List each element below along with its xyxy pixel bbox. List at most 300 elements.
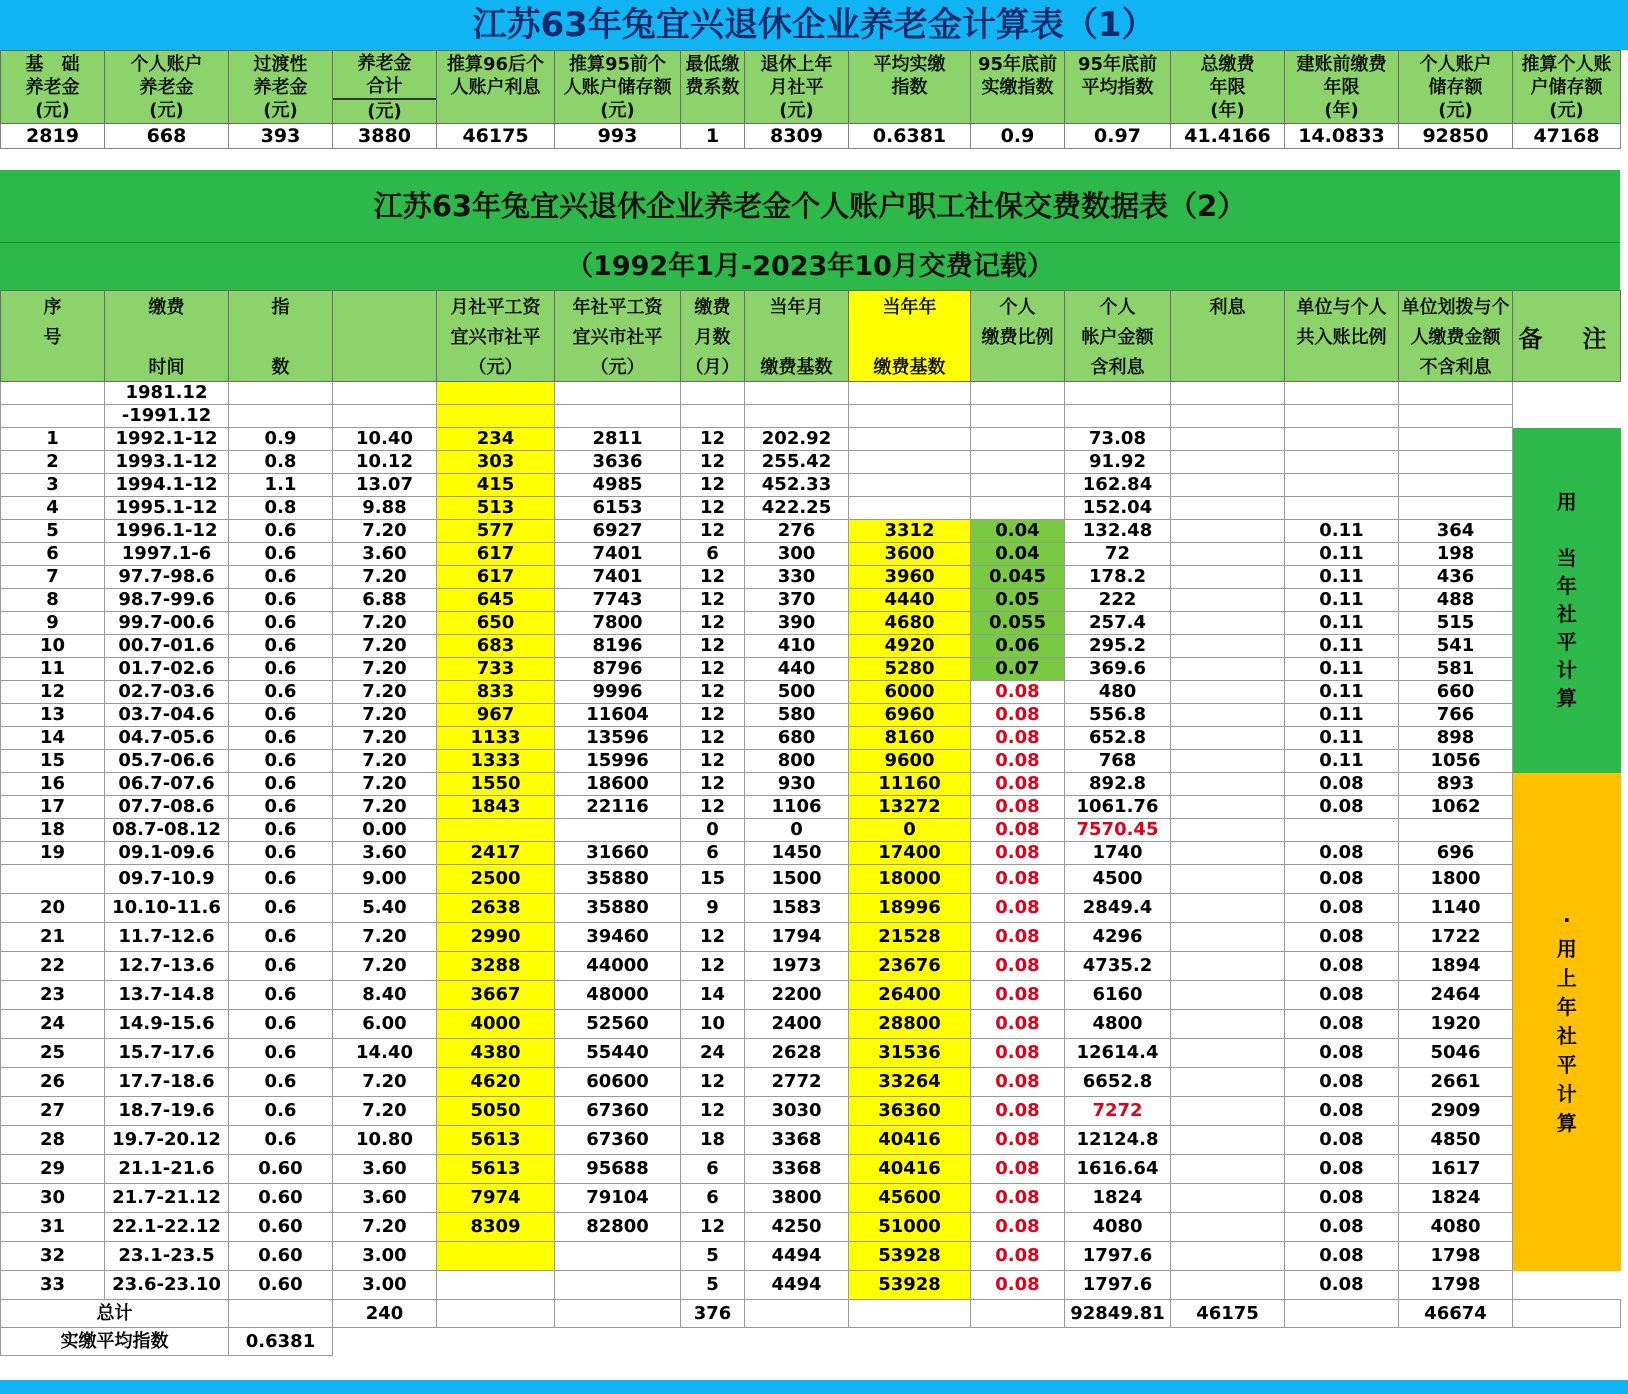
table-cell: 0.60 [229,1213,333,1242]
table-cell: 515 [1399,612,1513,635]
table-cell: 0.08 [971,1010,1065,1039]
table2-header-row [1,291,1621,322]
table1-header-line: 费系数 [685,76,740,98]
table-cell [1171,612,1285,635]
table-cell: 0.08 [1285,1010,1399,1039]
table1-header-line: 人账户储存额 [563,76,672,98]
table-cell: 3368 [745,1155,849,1184]
table-cell: 0.06 [971,635,1065,658]
table-cell: 0.6 [229,894,333,923]
table1-value: 1 [681,124,745,149]
table-cell: 1973 [745,952,849,981]
table-cell [971,382,1065,405]
table-cell: 257.4 [1065,612,1171,635]
table-cell: 18 [681,1126,745,1155]
table-cell: 03.7-04.6 [105,704,229,727]
table-cell: 0.08 [971,1126,1065,1155]
table-cell: 0.08 [1285,1271,1399,1300]
table-cell: 300 [745,543,849,566]
table-cell [333,382,437,405]
table-cell: 0.9 [229,428,333,451]
table-cell: 24 [1,1010,105,1039]
table-cell [1171,428,1285,451]
table-cell: 0.6 [229,612,333,635]
table-cell: 19.7-20.12 [105,1126,229,1155]
table-row [1,474,1621,497]
table-cell [1065,1328,1171,1356]
table-cell: 0.045 [971,566,1065,589]
table-cell: 2628 [745,1039,849,1068]
table-cell: 0.6 [229,681,333,704]
table-cell: 1798 [1399,1271,1513,1300]
table-cell: 4250 [745,1213,849,1242]
table-row [1,1271,1621,1300]
table-cell: 4000 [437,1010,555,1039]
table-cell: 577 [437,520,555,543]
table-cell [1171,923,1285,952]
table-cell: 422.25 [745,497,849,520]
table-row [1,727,1621,750]
table2-header-cell: 缴费 [105,291,229,322]
table2-header-cell: 当年月 [745,291,849,322]
table1-header-12 [1285,51,1399,124]
table-cell: 132.48 [1065,520,1171,543]
table1-value: 8309 [745,124,849,149]
table1-header-line: (元) [263,99,298,121]
table-cell: 0.08 [971,894,1065,923]
table-cell: 27 [1,1097,105,1126]
table-cell: 0.8 [229,497,333,520]
table-cell [1171,1271,1285,1300]
table-cell [1171,1126,1285,1155]
table-cell [555,1300,681,1328]
table1-header-2 [229,51,333,124]
table-cell [1399,405,1513,428]
table-cell: 21.1-21.6 [105,1155,229,1184]
table-cell: 10.10-11.6 [105,894,229,923]
table-cell: 13.07 [333,474,437,497]
table1-header-line: 平均指数 [1081,76,1154,98]
table-cell: 6000 [849,681,971,704]
table-cell [1399,1328,1513,1356]
table-cell: 0.08 [971,1068,1065,1097]
table-cell: 10.12 [333,451,437,474]
table-cell: 31536 [849,1039,971,1068]
table-cell: 1894 [1399,952,1513,981]
table-cell: 5 [681,1271,745,1300]
table-cell [1171,474,1285,497]
table-cell: 8160 [849,727,971,750]
total-interest: 46175 [1171,1300,1285,1328]
table-cell: 234 [437,428,555,451]
table-cell: 72 [1065,543,1171,566]
table-cell: 2772 [745,1068,849,1097]
table1-header-0 [1,51,105,124]
table1-header-line [437,99,554,122]
table-cell: 12 [681,520,745,543]
table-cell: 12 [681,952,745,981]
table-cell: 52560 [555,1010,681,1039]
total-months: 376 [681,1300,745,1328]
total-label: 总计 [1,1300,229,1328]
table-cell: 13.7-14.8 [105,981,229,1010]
table-cell: 0.6 [229,704,333,727]
table2-header-row [1,321,1621,351]
table-cell [849,382,971,405]
table1-spacer-row [1,149,1621,170]
table-cell: 0.6 [229,865,333,894]
table-cell: 3600 [849,543,971,566]
table-cell: 0.08 [971,865,1065,894]
table1-header-line: (年) [1324,99,1359,121]
table-cell: 53928 [849,1271,971,1300]
table-cell: 198 [1399,543,1513,566]
table-cell [1285,497,1399,520]
table1-header-11 [1171,51,1285,124]
table-cell: 23 [1,981,105,1010]
table-cell: 6160 [1065,981,1171,1010]
table-cell: 25 [1,1039,105,1068]
table1-header-line: (元) [333,98,436,123]
table-cell [971,1328,1065,1356]
table-cell: 480 [1065,681,1171,704]
table-cell: 1.1 [229,474,333,497]
table-cell: 13 [1,704,105,727]
table-cell: 4080 [1399,1213,1513,1242]
average-index-value: 0.6381 [229,1328,333,1356]
table-cell: 20 [1,894,105,923]
table-cell: 0.6 [229,842,333,865]
table2-header-cell: 当年年 [849,291,971,322]
table-cell: 3.60 [333,1155,437,1184]
table2-header-cell [1171,321,1285,351]
table-cell: 10.40 [333,428,437,451]
table-cell: 8796 [555,658,681,681]
table1-header-line: 月社平 [769,76,824,98]
table-cell: 6 [681,1155,745,1184]
table-cell: 0.6 [229,658,333,681]
table-cell: 0.6 [229,635,333,658]
total-account: 92849.81 [1065,1300,1171,1328]
table-cell: 15.7-17.6 [105,1039,229,1068]
table2-header-cell: 帐户金额 [1065,321,1171,351]
table-cell: 22.1-22.12 [105,1213,229,1242]
table-cell: 21 [1,923,105,952]
table-row [1,1010,1621,1039]
table1-value: 46175 [437,124,555,149]
table1-header-line: (元) [1438,99,1473,121]
table-cell: 0.08 [1285,1039,1399,1068]
table-cell: 2417 [437,842,555,865]
table-cell: 0.08 [971,842,1065,865]
table-cell [1285,405,1399,428]
table-cell [1399,382,1513,405]
table-row [1,923,1621,952]
table-cell: 1797.6 [1065,1242,1171,1271]
average-index-row [1,1328,1621,1356]
table-cell: 303 [437,451,555,474]
table-cell: 3.00 [333,1271,437,1300]
table-cell [745,382,849,405]
table-cell: 18996 [849,894,971,923]
table-cell [437,819,555,842]
table-row [1,658,1621,681]
table-cell [1171,981,1285,1010]
table-row [1,1126,1621,1155]
table-cell: 556.8 [1065,704,1171,727]
table-cell [1513,1300,1621,1328]
table-cell: 12 [681,589,745,612]
table-cell: 436 [1399,566,1513,589]
table2-header-cell: 个人 [1065,291,1171,322]
table-cell [1171,543,1285,566]
table-cell: 3800 [745,1184,849,1213]
table-cell [437,1328,555,1356]
table-cell: 0.08 [1285,1242,1399,1271]
table-cell: 4920 [849,635,971,658]
table-cell: 1993.1-12 [105,451,229,474]
table-cell [1171,1328,1285,1356]
table1-header-13 [1399,51,1513,124]
table-cell [555,1271,681,1300]
table-cell: 440 [745,658,849,681]
table-cell: 0.08 [1285,1068,1399,1097]
table-cell: 3312 [849,520,971,543]
table-cell: 0.60 [229,1242,333,1271]
table-cell [1171,405,1285,428]
table-cell: 01.7-02.6 [105,658,229,681]
table-cell: 390 [745,612,849,635]
notes-top-cell [1513,382,1621,428]
table-cell: 79104 [555,1184,681,1213]
table-cell: 3 [1,474,105,497]
table-cell: 40416 [849,1126,971,1155]
table-row [1,612,1621,635]
table-cell: 2400 [745,1010,849,1039]
table-cell: 0.08 [1285,923,1399,952]
table-cell: 768 [1065,750,1171,773]
table-cell [1171,1068,1285,1097]
table-cell: 91.92 [1065,451,1171,474]
table-cell [1065,382,1171,405]
table-cell [1399,428,1513,451]
table2-header-cell: 不含利息 [1399,351,1513,382]
table-cell: 12 [681,923,745,952]
table-row [1,589,1621,612]
table-cell: 7272 [1065,1097,1171,1126]
total-row [1,1300,1621,1328]
table2-header-cell: 缴费 [681,291,745,322]
table-cell: 1800 [1399,865,1513,894]
table-cell: 05.7-06.6 [105,750,229,773]
table-cell: 10 [681,1010,745,1039]
table-cell: 7.20 [333,520,437,543]
table-cell [1171,451,1285,474]
table-cell: 8309 [437,1213,555,1242]
table-cell: 0.08 [1285,1184,1399,1213]
table1-value-row [1,124,1621,149]
table-cell: 13272 [849,796,971,819]
table-cell: 16 [1,773,105,796]
table-cell: 7.20 [333,750,437,773]
table2-header-cell [333,351,437,382]
table-cell: 12 [681,1097,745,1126]
bottom-bar [0,1380,1628,1394]
table-cell: 6652.8 [1065,1068,1171,1097]
table2-header-cell [333,291,437,322]
table-cell: 800 [745,750,849,773]
table-cell: 5 [1,520,105,543]
table2-header-cell: 缴费比例 [971,321,1065,351]
table-cell [333,405,437,428]
table-cell: 28 [1,1126,105,1155]
table-cell [1399,819,1513,842]
table-cell [849,1300,971,1328]
table-row [1,451,1621,474]
table2-header-cell: 宜兴市社平 [437,321,555,351]
table-cell: 0.08 [1285,1126,1399,1155]
table1-header-line: (元) [600,99,635,121]
table-cell: 9.88 [333,497,437,520]
table-cell: 0.08 [971,1242,1065,1271]
table-cell: 14.40 [333,1039,437,1068]
table1-title: 江苏63年兔宜兴退休企业养老金计算表（1） [0,0,1628,50]
table-cell: 12 [681,704,745,727]
table-cell: 0.08 [971,923,1065,952]
table-cell [1,405,105,428]
table-cell: 0.6 [229,566,333,589]
table-cell: 1583 [745,894,849,923]
table-cell: 31 [1,1213,105,1242]
table-row [1,842,1621,865]
table-cell [1171,566,1285,589]
table2-header-row [1,351,1621,382]
table-cell: 36360 [849,1097,971,1126]
table-cell: 1 [1,428,105,451]
table1-header-line: 个人账户 [1419,53,1492,75]
notes-orange-block: · 用 上 年 社 平 计 算 [1513,773,1621,1271]
table-cell: 97.7-98.6 [105,566,229,589]
table-row [1,1213,1621,1242]
table1-header-9 [971,51,1065,124]
table-cell: 12 [681,750,745,773]
table-row [1,520,1621,543]
table2-header-cell: （元） [555,351,681,382]
table-cell: 0.08 [1285,1213,1399,1242]
table-cell: 0.6 [229,1068,333,1097]
table1-value: 2819 [1,124,105,149]
table-cell: 5613 [437,1126,555,1155]
table-cell: 892.8 [1065,773,1171,796]
table-cell: 9 [681,894,745,923]
table-cell [681,405,745,428]
table-cell: 9996 [555,681,681,704]
table-cell: 09.7-10.9 [105,865,229,894]
table-cell: 645 [437,589,555,612]
table-cell: 12 [681,796,745,819]
table-cell: 7401 [555,543,681,566]
table-row [1,981,1621,1010]
table1-header-line: 建账前缴费 [1296,53,1387,75]
table1-value: 47168 [1513,124,1621,149]
table-cell [1171,1213,1285,1242]
table-cell: 3288 [437,952,555,981]
table-cell: 2200 [745,981,849,1010]
table-cell: 0.08 [1285,894,1399,923]
table-cell: 26 [1,1068,105,1097]
table1-header-4 [437,51,555,124]
table-cell: 0.11 [1285,658,1399,681]
table-cell: 152.04 [1065,497,1171,520]
table-cell: 1061.76 [1065,796,1171,819]
table-row [1,894,1621,923]
table2-header-cell: 人缴费金额 [1399,321,1513,351]
table-row [1,497,1621,520]
table1-value: 41.4166 [1171,124,1285,149]
table2-header-cell: 号 [1,321,105,351]
table-cell: 0.08 [1285,796,1399,819]
table-cell: 930 [745,773,849,796]
table1-header-row [1,51,1621,124]
table-cell: 330 [745,566,849,589]
table1-header-line: 养老金 [139,76,194,98]
table-cell [849,428,971,451]
table-row [1,566,1621,589]
table1-header-3 [333,51,437,124]
table-cell: 7.20 [333,773,437,796]
table-cell: 7743 [555,589,681,612]
table-cell [971,1300,1065,1328]
table-cell: 5 [681,1242,745,1271]
table-cell: 2638 [437,894,555,923]
table-cell: 9.00 [333,865,437,894]
table-cell: 73.08 [1065,428,1171,451]
table-cell: 8.40 [333,981,437,1010]
table-cell [1171,1039,1285,1068]
table-cell: 1794 [745,923,849,952]
table-cell: 1617 [1399,1155,1513,1184]
table-cell: 98.7-99.6 [105,589,229,612]
table-cell [1171,819,1285,842]
table-cell: 14 [681,981,745,1010]
table1-header-line: (元) [35,99,70,121]
table-cell: 4800 [1065,1010,1171,1039]
table-cell: 0.08 [971,681,1065,704]
table-cell [1285,1328,1399,1356]
table-cell [681,382,745,405]
table-cell: 364 [1399,520,1513,543]
table-cell: 3.00 [333,1242,437,1271]
table-cell: 11160 [849,773,971,796]
table-cell: 12.7-13.6 [105,952,229,981]
total-index: 240 [333,1300,437,1328]
table-cell: 652.8 [1065,727,1171,750]
table-cell: 15996 [555,750,681,773]
table-cell: 617 [437,543,555,566]
table-cell: 12 [681,727,745,750]
table-row [1,952,1621,981]
table-cell: 2464 [1399,981,1513,1010]
table-cell: 18000 [849,865,971,894]
table-cell: 1450 [745,842,849,865]
table-cell [1171,842,1285,865]
table-cell: 12 [681,1213,745,1242]
table-cell: 53928 [849,1242,971,1271]
table-cell: 0.11 [1285,681,1399,704]
table1-header-line [849,99,970,122]
table2-header-cell [971,351,1065,382]
table-cell: 9 [1,612,105,635]
